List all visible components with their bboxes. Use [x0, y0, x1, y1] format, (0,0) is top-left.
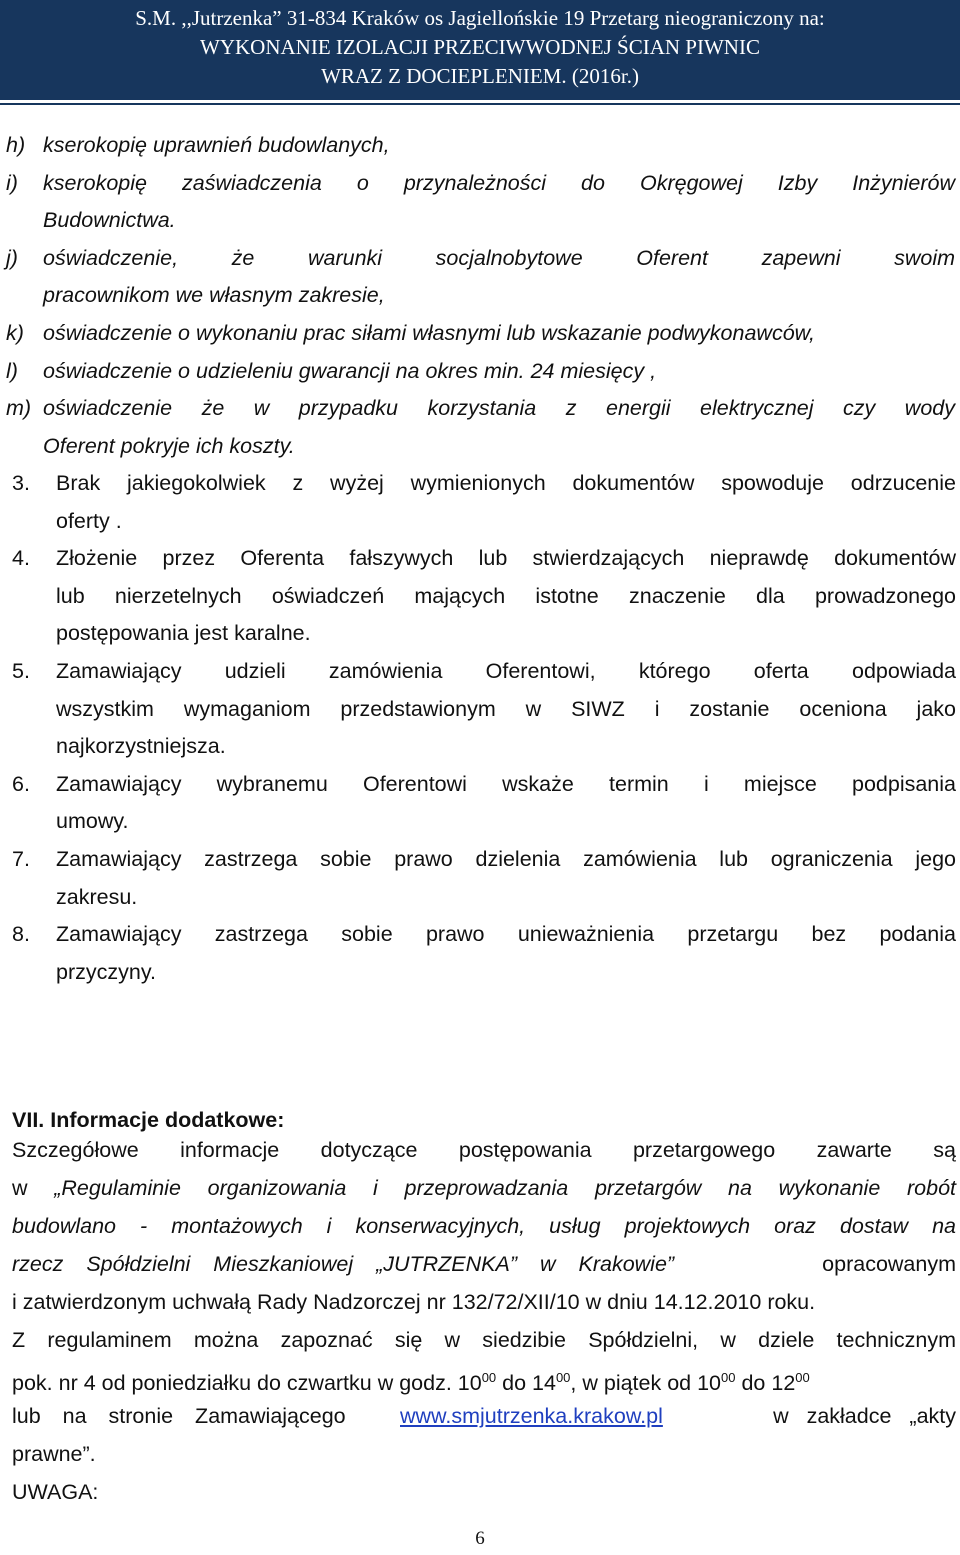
- header-line-3: WRAZ Z DOCIEPLENIEM. (2016r.): [321, 64, 639, 88]
- section-heading: [12, 1105, 284, 1135]
- section-number: VII.: [12, 1108, 45, 1132]
- text-span: , w piątek od 10: [570, 1371, 722, 1396]
- paragraph-line: budowlano - montażowych i konserwacyjnych, usług projektowych oraz dostaw na: [12, 1214, 956, 1238]
- list-item-label: 3.: [12, 471, 30, 495]
- list-item-line: pracownikom we własnym zakresie,: [43, 283, 385, 308]
- list-item-line: Budownictwa.: [43, 208, 176, 233]
- document-header: [0, 0, 960, 100]
- list-item-line: Zamawiający udzieli zamówienia Oferentowi, którego oferta odpowiada: [56, 659, 956, 683]
- cooperative-name: rzecz Spółdzielni Mieszkaniowej „JUTRZENKA” w Krakowie”: [12, 1252, 675, 1276]
- paragraph-line: [12, 1401, 956, 1431]
- paragraph-line: Z regulaminem można zapoznać się w siedzibie Spółdzielni, w dziele technicznym: [12, 1328, 956, 1352]
- list-item-line: przyczyny.: [56, 959, 156, 984]
- list-item-line: kserokopię uprawnień budowlanych,: [43, 133, 390, 157]
- list-item-line: wszystkim wymaganiom przedstawionym w SIWZ i zostanie oceniona jako: [56, 696, 956, 721]
- list-item-line: zakresu.: [56, 884, 138, 909]
- text-span: opracowanym: [822, 1252, 956, 1276]
- hours-line: [12, 1363, 810, 1396]
- list-item-line: kserokopię zaświadczenia o przynależności do Okręgowej Izby Inżynierów: [43, 170, 955, 195]
- text-span: w: [12, 1176, 55, 1200]
- superscript: 00: [721, 1370, 736, 1385]
- list-item-line: oferty .: [56, 508, 122, 533]
- list-item-label: k): [6, 321, 24, 345]
- list-item-label: 7.: [12, 847, 30, 871]
- list-item-label: 6.: [12, 771, 30, 796]
- text-span: w zakładce „akty: [773, 1404, 956, 1428]
- list-item-line: Zamawiający wybranemu Oferentowi wskaże termin i miejsce podpisania: [56, 771, 956, 796]
- list-item-line: Zamawiający zastrzega sobie prawo unieważnienia przetargu bez podania: [56, 922, 956, 947]
- list-item-line: lub nierzetelnych oświadczeń mających istotne znaczenie dla prowadzonego: [56, 583, 956, 608]
- superscript: 00: [481, 1370, 497, 1385]
- text-span: do 12: [735, 1371, 796, 1396]
- list-item-label: 5.: [12, 659, 30, 683]
- regulation-title: „Regulaminie organizowania i przeprowadzania przetargów na wykonanie robót: [54, 1176, 956, 1200]
- text-span: do 14: [496, 1371, 556, 1396]
- list-item-line: najkorzystniejsza.: [56, 734, 226, 759]
- paragraph-line: Szczegółowe informacje dotyczące postępowania przetargowego zawarte są: [12, 1138, 956, 1162]
- paragraph-line: prawne”.: [12, 1442, 96, 1466]
- list-item-line: Brak jakiegokolwiek z wyżej wymienionych dokumentów spowoduje odrzucenie: [56, 471, 956, 495]
- list-item-label: i): [6, 170, 18, 195]
- list-item-line: Oferent pokryje ich koszty.: [43, 433, 295, 458]
- list-item-line: Złożenie przez Oferenta fałszywych lub stwierdzających nieprawdę dokumentów: [56, 546, 956, 571]
- superscript: 00: [795, 1370, 810, 1385]
- list-item-label: m): [6, 396, 32, 421]
- section-title: Informacje dodatkowe:: [50, 1108, 285, 1132]
- list-item-line: Zamawiający zastrzega sobie prawo dzielenia zamówienia lub ograniczenia jego: [56, 847, 956, 871]
- list-item-line: oświadczenie o wykonaniu prac siłami własnymi lub wskazanie podwykonawców,: [43, 321, 815, 345]
- text-span: lub na stronie Zamawiającego: [12, 1404, 346, 1428]
- list-item-line: postępowania jest karalne.: [56, 621, 311, 646]
- paragraph-line: UWAGA:: [12, 1480, 99, 1504]
- page-number: 6: [475, 1528, 485, 1549]
- list-item-label: 8.: [12, 922, 30, 947]
- paragraph-line: [12, 1173, 956, 1203]
- paragraph-line: [12, 1249, 956, 1279]
- header-line-2: WYKONANIE IZOLACJI PRZECIWWODNEJ ŚCIAN PIWNIC: [200, 35, 760, 59]
- header-divider: [0, 103, 960, 105]
- list-item-label: h): [6, 133, 26, 157]
- website-link[interactable]: www.smjutrzenka.krakow.pl: [400, 1404, 663, 1428]
- list-item-label: j): [6, 245, 18, 270]
- superscript: 00: [555, 1370, 571, 1385]
- text-span: pok. nr 4 od poniedziałku do czwartku w godz. 10: [12, 1371, 482, 1396]
- header-line-1: S.M. ,,Jutrzenka” 31-834 Kraków os Jagiellońskie 19 Przetarg nieograniczony na:: [135, 6, 825, 30]
- list-item-line: oświadczenie o udzieleniu gwarancji na okres min. 24 miesięcy ,: [43, 358, 657, 383]
- list-item-line: umowy.: [56, 809, 129, 834]
- list-item-label: l): [6, 358, 18, 383]
- list-item-label: 4.: [12, 546, 30, 571]
- list-item-line: oświadczenie że w przypadku korzystania z energii elektrycznej czy wody: [43, 396, 955, 421]
- paragraph-line: i zatwierdzonym uchwałą Rady Nadzorczej nr 132/72/XII/10 w dniu 14.12.2010 roku.: [12, 1290, 816, 1314]
- list-item-line: oświadczenie, że warunki socjalnobytowe Oferent zapewni swoim: [43, 245, 955, 270]
